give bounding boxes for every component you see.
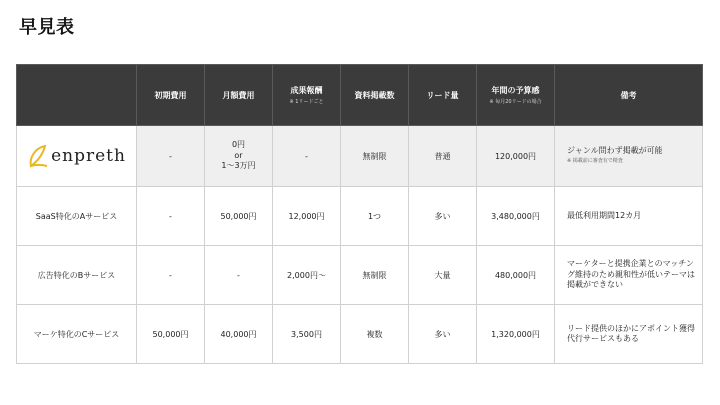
cell-leads: 大量	[409, 246, 477, 305]
brand-name: enpreth	[51, 146, 126, 166]
cell-annual: 480,000円	[477, 246, 555, 305]
page-title: 早見表	[19, 17, 75, 38]
cell-note: マーケターと提携企業とのマッチン グ維持のため親和性が低いテーマは 掲載ができない	[555, 246, 703, 305]
cell-leads: 多い	[409, 305, 477, 364]
header-lead-volume: リード量	[409, 65, 477, 126]
comparison-table	[16, 64, 703, 364]
header-success-fee: 成果報酬 ※ 1リードごと	[273, 65, 341, 126]
header-listings: 資料掲載数	[341, 65, 409, 126]
cell-listings: 無制限	[341, 126, 409, 187]
header-monthly-fee: 月額費用	[205, 65, 273, 126]
cell-initial: 50,000円	[137, 305, 205, 364]
cell-service-name: SaaS特化のAサービス	[17, 187, 137, 246]
table-row-service-a	[17, 187, 703, 246]
table-header-row	[17, 65, 703, 126]
cell-note: リード提供のほかにアポイント獲得 代行サービスもある	[555, 305, 703, 364]
brand-cell	[17, 126, 137, 187]
cell-listings: 複数	[341, 305, 409, 364]
cell-annual: 1,320,000円	[477, 305, 555, 364]
cell-service-name: 広告特化のBサービス	[17, 246, 137, 305]
enpreth-leaf-logo-icon	[27, 144, 49, 168]
cell-leads: 普通	[409, 126, 477, 187]
cell-reward: 12,000円	[273, 187, 341, 246]
cell-annual: 3,480,000円	[477, 187, 555, 246]
header-cell	[17, 65, 137, 126]
cell-initial: -	[137, 126, 205, 187]
cell-initial: -	[137, 246, 205, 305]
header-notes: 備考	[555, 65, 703, 126]
cell-reward: 3,500円	[273, 305, 341, 364]
cell-reward: -	[273, 126, 341, 187]
cell-leads: 多い	[409, 187, 477, 246]
table-row-service-b	[17, 246, 703, 305]
header-initial-fee: 初期費用	[137, 65, 205, 126]
cell-monthly: -	[205, 246, 273, 305]
header-annual-budget: 年間の予算感 ※ 毎月20リードの場合	[477, 65, 555, 126]
cell-listings: 無制限	[341, 246, 409, 305]
cell-listings: 1つ	[341, 187, 409, 246]
cell-note: 最低利用期間12カ月	[555, 187, 703, 246]
cell-reward: 2,000円～	[273, 246, 341, 305]
table-row-enpreth	[17, 126, 703, 187]
cell-monthly: 50,000円	[205, 187, 273, 246]
cell-annual: 120,000円	[477, 126, 555, 187]
cell-monthly: 0円 or 1～3万円	[205, 126, 273, 187]
cell-service-name: マーケ特化のCサービス	[17, 305, 137, 364]
cell-note: ジャンル問わず掲載が可能 ※ 掲載前に審査有で精査	[555, 126, 703, 187]
table-row-service-c	[17, 305, 703, 364]
cell-initial: -	[137, 187, 205, 246]
cell-monthly: 40,000円	[205, 305, 273, 364]
